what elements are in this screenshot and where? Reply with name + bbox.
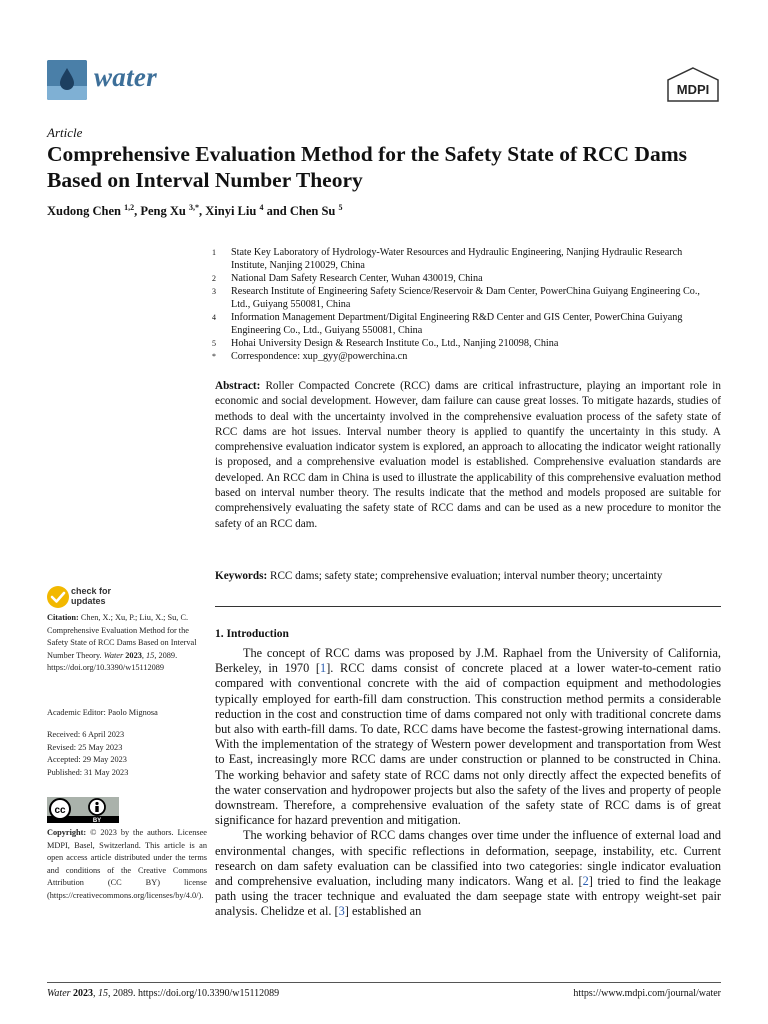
affiliation-number: * [212,352,216,361]
affiliation-item [212,337,712,350]
author-affil: 3,* [189,203,199,212]
article-type: Article [47,125,83,140]
author-name: Xinyi Liu [205,204,257,219]
academic-editor: Academic Editor: Paolo Mignosa [47,708,158,717]
author-affil: 1,2 [124,203,135,212]
footer-journal-url[interactable]: https://www.mdpi.com/journal/water [573,988,721,999]
received-date: Received: 6 April 2023 [47,730,125,739]
section-heading: 1. Introduction [215,628,289,640]
affiliation-text: Research Institute of Engineering Safety Science/Reservoir & Dam Center, PowerChina Guiyang Engineering Co., Ltd., Guiyang 550081, China [231,286,700,310]
author-separator: , [134,204,141,219]
citation-link[interactable]: 3 [338,904,345,919]
affiliation-item [212,272,712,285]
mdpi-logo [666,67,720,103]
footer-sep: , [93,988,99,999]
footer-divider [47,982,721,983]
correspondence-text[interactable]: Correspondence: xup_gyy@powerchina.cn [231,351,408,362]
page-title: Comprehensive Evaluation Method for the Safety State of RCC Dams Based on Interval Number Theory [47,142,687,192]
citation-sep: , [141,650,147,660]
affiliation-text: National Dam Safety Research Center, Wuhan 430019, China [231,273,483,284]
keywords-label: Keywords: [215,570,268,582]
affiliation-number: 3 [212,287,216,296]
water-drop-icon [47,60,87,100]
affiliation-text: Information Management Department/Digital Engineering R&D Center and GIS Center, PowerChina Guiyang Engineering Co., Ltd., Guiyang 550081, China [231,312,683,336]
paragraph-text: The working behavior of RCC dams changes over time under the influence of external load and environmental changes, with specific reflections in deformation, seepage, instability, etc. Current research on dam safety evaluation can be classified into two categories: single indicator evaluation and comprehensive evaluation, including many indicators. Wang et al. [ [215,828,721,889]
keywords-text: RCC dams; safety state; comprehensive evaluation; interval number theory; uncertainty [267,570,663,582]
svg-text:cc: cc [54,805,66,816]
author-separator: , [199,204,206,219]
author-name[interactable]: Peng Xu [140,204,186,219]
footer-year: 2023 [70,988,94,999]
citation-year: 2023 [123,650,142,660]
author-affil: 4 [259,203,264,212]
copyright-text: © 2023 by the authors. Licensee MDPI, Basel, Switzerland. This article is an open access article distributed under the terms and conditions of the Creative Commons Attribution (CC BY) license (https://creativecommons.org/licenses/by/4.0/). [47,828,207,900]
citation-link[interactable]: 1 [320,661,327,676]
affiliation-number: 4 [212,313,216,322]
author-name: Xudong Chen [47,204,121,219]
citation-volume: 15 [146,650,155,660]
cc-by-license-badge[interactable] [47,797,119,823]
paragraph-text: ] tried to find the leakage path using the tracer technique and evaluated the dam seepage state with entropy weight-set pair analysis. Chelidze et al. [ [215,874,721,919]
published-date: Published: 31 May 2023 [47,767,129,777]
check-updates-text[interactable] [71,586,111,606]
affiliation-number: 1 [212,248,216,257]
affiliation-text: Hohai University Design & Research Institute Co., Ltd., Nanjing 210098, China [231,338,559,349]
revised-date: Revised: 25 May 2023 [47,742,123,752]
footer-volume: 15 [98,988,109,999]
accepted-date: Accepted: 29 May 2023 [47,755,127,765]
citation-journal: Water [103,650,124,660]
citation-doi[interactable]: , 2089. https://doi.org/10.3390/w15112089 [47,650,178,673]
affiliations [212,246,712,363]
attribution-person-icon [89,799,105,815]
citation-block [47,612,207,675]
affiliation-item [212,311,712,337]
citation-text: Chen, X.; Xu, P.; Liu, X.; Su, C. Comprehensive Evaluation Method for the Safety State of RCC Dams Based on Interval Number Theory. [47,613,197,660]
paragraph [215,646,721,828]
cc-by-label: BY [92,818,102,823]
paragraph-text: ] established an [344,904,422,919]
citation-label: Citation: [47,613,79,622]
footer-journal: Water [47,988,71,999]
citation-link[interactable]: 2 [582,874,589,889]
author-affil: 5 [338,203,343,212]
abstract-label: Abstract: [215,380,261,392]
keywords [215,569,721,584]
author-separator: and [263,204,290,219]
affiliation-item [212,246,712,272]
check-line1: check for [71,586,112,596]
journal-name: water [94,62,158,92]
footer-citation [47,988,279,999]
paragraph-text: ]. RCC dams consist of concrete placed at a lower water-to-cement ratio compared with conventional concrete with the aid of compaction equipment and methodologies typically employed for earth-fill dam construction. This construction method permits a considerable reduction in the cost and construction time of dams compared not only with traditional concrete dams but also with earth-fill dams. To date, RCC dams have become the fastest-growing international dams. With the implementation of the strategy of Western power development and transportation from West to East, increasingly more RCC dams are under construction or planned to be constructed in China. The working behavior and safety state of RCC dams not only directly affect the expected benefits of the water conservation and hydropower projects but also the safety of the lives and property of people downstream. Therefore, a comprehensive evaluation of the safety state of RCC dams is of great significance for hazard prevention and mitigation. [215,661,721,828]
paragraph-text: The concept of RCC dams was proposed by J.M. Raphael from the University of California, Berkeley, in 1970 [ [215,646,721,676]
section-divider [215,606,721,607]
affiliation-number: 5 [212,339,216,348]
affiliation-text: State Key Laboratory of Hydrology-Water Resources and Hydraulic Engineering, Nanjing Hydraulic Research Institute, Nanjing 210029, China [231,247,683,271]
paragraph [215,828,721,919]
publisher-name: MDPI [676,82,710,97]
creative-commons-icon [50,799,70,819]
affiliation-item [212,350,712,363]
publication-dates [47,729,207,779]
footer-doi[interactable]: , 2089. https://doi.org/10.3390/w15112089 [108,988,280,999]
affiliation-number: 2 [212,274,216,283]
check-line2: updates [71,596,106,606]
abstract [215,379,721,532]
affiliation-item [212,285,712,311]
journal-logo [47,60,87,100]
copyright-block [47,827,207,903]
copyright-label: Copyright: [47,828,87,837]
body-text [215,646,721,920]
check-updates-icon [47,586,69,608]
author-list [47,203,342,219]
abstract-text: Roller Compacted Concrete (RCC) dams are critical infrastructure, playing an important role in economic and social development. However, dam failure can cause great losses. To mitigate hazards, studies of methods to deal with the uncertainty involved in the comprehensive evaluation process of the safety state of RCC dams are hot issues. Interval number theory is applied to quantify the uncertainty in this study. A comprehensive evaluation indicator system is explored, an approach to allocating the indicator weight rationally is proposed, and a comprehensive evaluation model is established. Comprehensive evaluation standards are developed. An RCC dam in China is used to illustrate the applicability of this comprehensive evaluation method based on interval number theory. The results indicate that the method and models proposed are suitable for comprehensively evaluating the safety state of RCC dams and can be used as a new procedure to monitor the safety of an RCC dam. [215,380,721,530]
author-name: Chen Su [289,204,336,219]
